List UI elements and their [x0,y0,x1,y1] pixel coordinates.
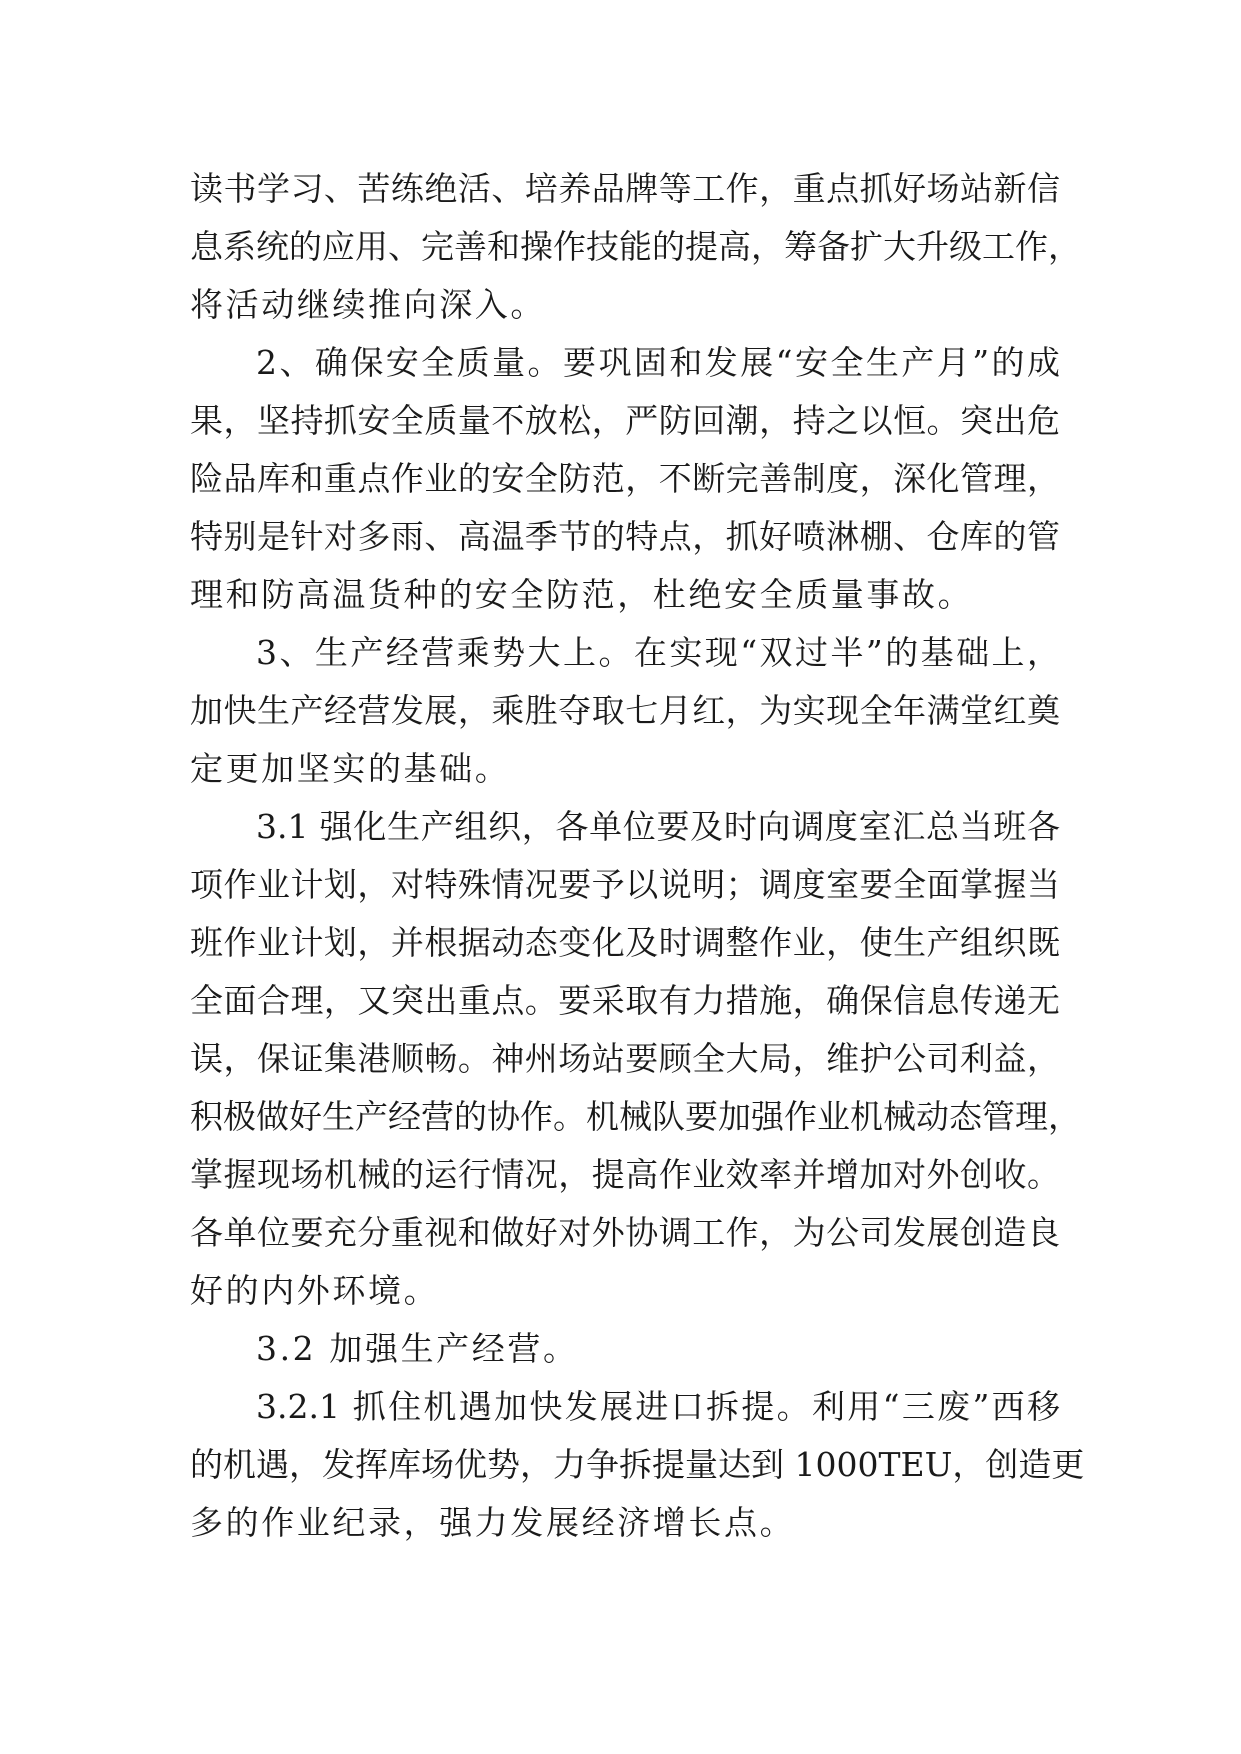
text-line: 理和防高温货种的安全防范，杜绝安全质量事故。 [190,575,974,614]
text-line: 误，保证集港顺畅。神州场站要顾全大局，维护公司利益， [190,1039,1060,1078]
text-line: 3.2.1 抓住机遇加快发展进口拆提。利用“三废”西移 [256,1387,1060,1426]
text-line: 果，坚持抓安全质量不放松，严防回潮，持之以恒。突出危 [190,401,1060,440]
text-line: 特别是针对多雨、高温季节的特点，抓好喷淋棚、仓库的管 [190,517,1060,556]
text-line: 掌握现场机械的运行情况，提高作业效率并增加对外创收。 [190,1155,1060,1194]
section-heading: 3.2 加强生产经营。 [256,1329,579,1368]
text-line: 定更加坚实的基础。 [190,749,511,788]
text-line: 息系统的应用、完善和操作技能的提高，筹备扩大升级工作， [190,227,1081,266]
text-line: 3、生产经营乘势大上。在实现“双过半”的基础上， [256,633,1060,672]
text-line: 险品库和重点作业的安全防范，不断完善制度，深化管理， [190,459,1060,498]
text-line: 积极做好生产经营的协作。机械队要加强作业机械动态管理， [190,1097,1081,1136]
text-line: 班作业计划，并根据动态变化及时调整作业，使生产组织既 [190,923,1060,962]
text-line: 项作业计划，对特殊情况要予以说明；调度室要全面掌握当 [190,865,1060,904]
text-line: 多的作业纪录，强力发展经济增长点。 [190,1503,796,1542]
text-line: 3.1 强化生产组织，各单位要及时向调度室汇总当班各 [256,807,1060,846]
text-line: 将活动继续推向深入。 [190,285,546,324]
text-line: 读书学习、苦练绝活、培养品牌等工作，重点抓好场站新信 [190,169,1060,208]
text-line: 2、确保安全质量。要巩固和发展“安全生产月”的成 [256,343,1060,382]
text-line: 的机遇，发挥库场优势，力争拆提量达到 1000TEU，创造更 [190,1445,1085,1484]
text-line: 各单位要充分重视和做好对外协调工作，为公司发展创造良 [190,1213,1060,1252]
document-body [190,160,1085,1552]
text-line: 全面合理，又突出重点。要采取有力措施，确保信息传递无 [190,981,1060,1020]
text-line: 好的内外环境。 [190,1271,440,1310]
text-line: 加快生产经营发展，乘胜夺取七月红，为实现全年满堂红奠 [190,691,1060,730]
